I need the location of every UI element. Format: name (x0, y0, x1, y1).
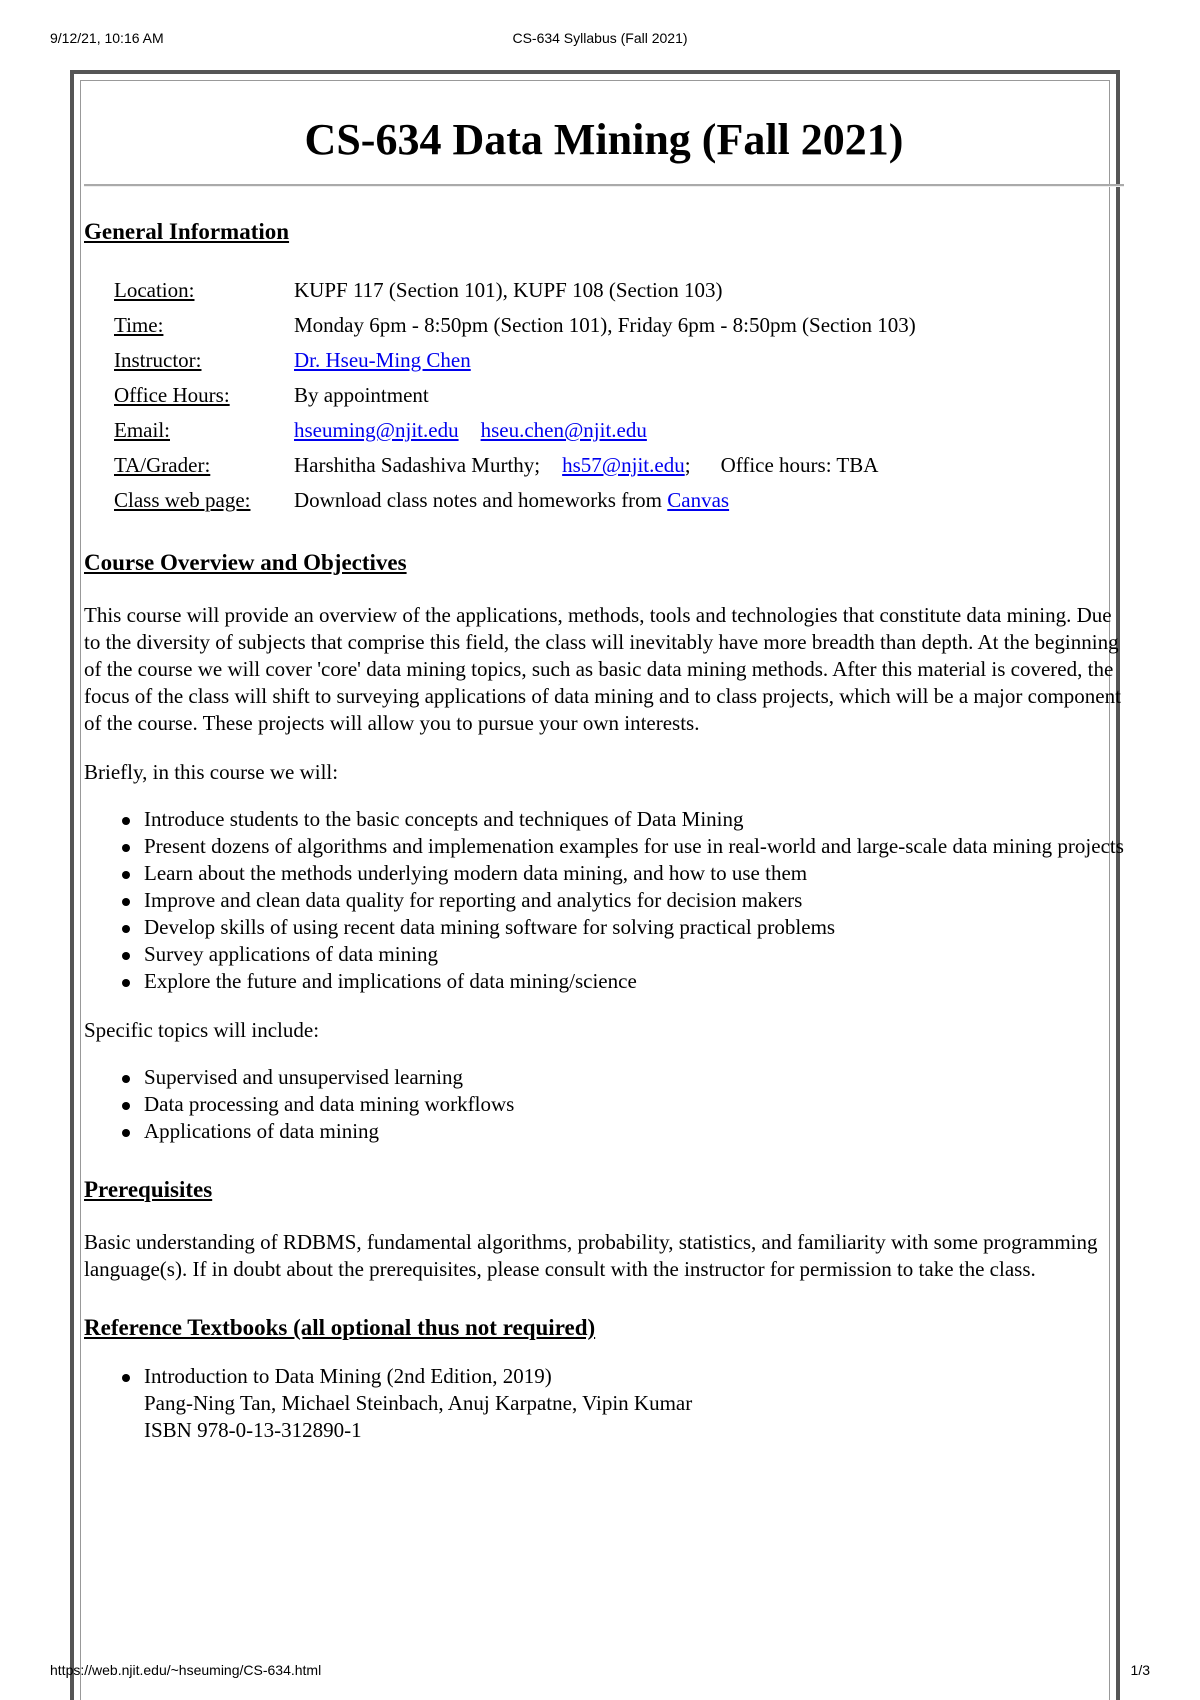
list-item: Present dozens of algorithms and implemenation examples for use in real-world and large-scale data mining projects (144, 834, 1124, 858)
ta-separator: ; (684, 453, 691, 477)
canvas-link[interactable]: Canvas (667, 488, 730, 512)
list-item (144, 1363, 1124, 1444)
ta-email-link[interactable]: hs57@njit.edu (562, 453, 685, 477)
info-row-class-web-page (114, 483, 916, 518)
syllabus-content (84, 82, 1124, 1444)
instructor-label: Instructor: (114, 348, 202, 372)
book-isbn: ISBN 978-0-13-312890-1 (144, 1418, 362, 1442)
class-web-page-text: Download class notes and homeworks from (294, 488, 663, 512)
location-label: Location: (114, 278, 195, 302)
general-information-heading: General Information (84, 219, 290, 244)
print-page-title: CS-634 Syllabus (Fall 2021) (512, 30, 688, 46)
info-row-location (114, 273, 916, 308)
list-item: Learn about the methods underlying modern data mining, and how to use them (144, 860, 1124, 887)
info-row-ta (114, 448, 916, 483)
topics-list (84, 1064, 1124, 1145)
list-item: Survey applications of data mining (144, 941, 1124, 968)
ta-name: Harshitha Sadashiva Murthy; (294, 453, 541, 477)
prerequisites-paragraph: Basic understanding of RDBMS, fundamental algorithms, probability, statistics, and familiarity with some programming language(s). If in doubt about the prerequisites, please consult with the instructor for permission to take the class. (84, 1230, 1098, 1281)
info-row-instructor (114, 343, 916, 378)
info-row-office-hours (114, 378, 916, 413)
print-datetime: 9/12/21, 10:16 AM (50, 30, 164, 46)
instructor-link[interactable]: Dr. Hseu-Ming Chen (294, 348, 471, 372)
title-divider (84, 184, 1124, 187)
book-authors: Pang-Ning Tan, Michael Steinbach, Anuj Karpatne, Vipin Kumar (144, 1391, 693, 1415)
list-item: Develop skills of using recent data mining software for solving practical problems (144, 914, 1124, 941)
office-hours-label: Office Hours: (114, 383, 230, 407)
ta-label: TA/Grader: (114, 453, 211, 477)
prerequisites-heading: Prerequisites (84, 1177, 213, 1202)
briefly-intro: Briefly, in this course we will: (84, 760, 339, 784)
list-item: Applications of data mining (144, 1118, 1124, 1145)
textbooks-list (84, 1363, 1124, 1444)
reference-textbooks-heading: Reference Textbooks (all optional thus not required) (84, 1315, 596, 1340)
list-item: Supervised and unsupervised learning (144, 1064, 1124, 1091)
list-item: Data processing and data mining workflows (144, 1091, 1124, 1118)
book-title: Introduction to Data Mining (2nd Edition, 2019) (144, 1364, 552, 1388)
course-overview-paragraph: This course will provide an overview of the applications, methods, tools and technologies that constitute data mining. Due to the diversity of subjects that comprise this field, the class will inevitably have more breadth than depth. At the beginning of the course we will cover 'core' data mining topics, such as basic data mining methods. After this material is covered, the focus of the class will shift to surveying applications of data mining and to class projects, which will be a major component of the course. These projects will allow you to pursue your own interests. (84, 603, 1121, 735)
email-link-primary[interactable]: hseuming@njit.edu (294, 418, 459, 442)
time-label: Time: (114, 313, 164, 337)
info-row-time (114, 308, 916, 343)
email-label: Email: (114, 418, 170, 442)
email-link-secondary[interactable]: hseu.chen@njit.edu (480, 418, 647, 442)
course-overview-heading: Course Overview and Objectives (84, 550, 407, 575)
list-item: Introduce students to the basic concepts and techniques of Data Mining (144, 806, 1124, 833)
general-information-table (114, 273, 916, 518)
list-item: Explore the future and implications of data mining/science (144, 968, 1124, 995)
info-row-email (114, 413, 916, 448)
class-web-page-label: Class web page: (114, 488, 251, 512)
list-item: Improve and clean data quality for reporting and analytics for decision makers (144, 887, 1124, 914)
print-url: https://web.njit.edu/~hseuming/CS-634.html (50, 1662, 322, 1678)
ta-office-hours: Office hours: TBA (720, 453, 879, 477)
topics-intro: Specific topics will include: (84, 1018, 320, 1042)
print-page-number: 1/3 (1130, 1662, 1150, 1678)
office-hours-value: By appointment (294, 383, 429, 407)
location-value: KUPF 117 (Section 101), KUPF 108 (Section 103) (294, 278, 723, 302)
page-title: CS-634 Data Mining (Fall 2021) (304, 115, 904, 164)
time-value: Monday 6pm - 8:50pm (Section 101), Friday 6pm - 8:50pm (Section 103) (294, 313, 916, 337)
objectives-list (84, 806, 1124, 995)
